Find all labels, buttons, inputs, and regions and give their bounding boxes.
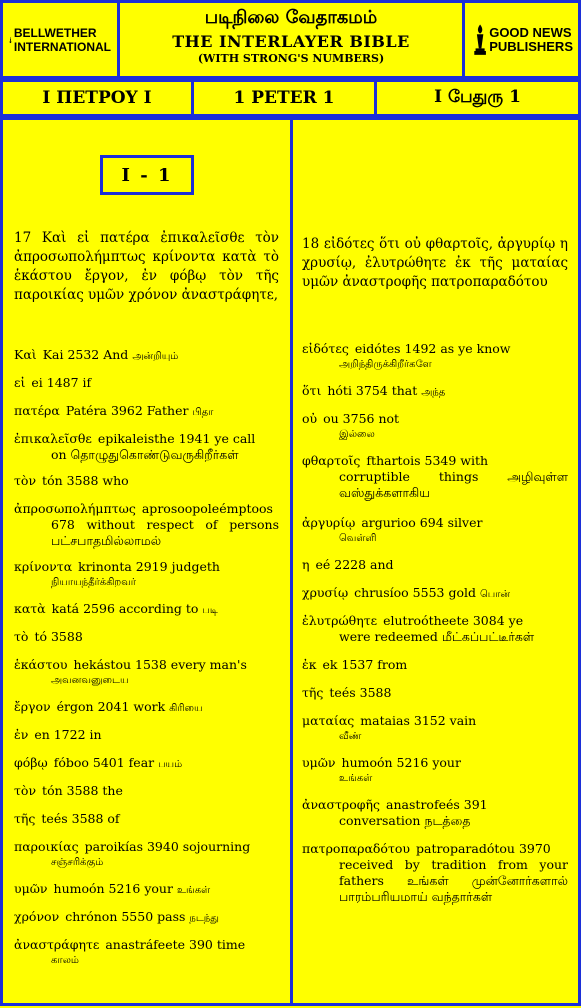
entry-tamil: பயம் <box>158 759 183 770</box>
greek-word: φόβῳ <box>14 755 48 770</box>
title-subtitle: (WITH STRONG'S NUMBERS) <box>197 52 385 65</box>
entry-gloss: Patéra 3962 Father <box>65 403 189 418</box>
entry-continuation: நியாயந்தீர்க்கிறவர் <box>51 577 136 588</box>
header-logo-left-box <box>0 0 120 79</box>
entry-gloss: érgon 2041 work <box>56 699 166 714</box>
chapter-label: I - 1 <box>100 155 194 195</box>
entry-gloss: ou 3756 not <box>323 411 400 426</box>
entry-gloss: eé 2228 and <box>315 557 394 572</box>
greek-word: ἀναστροφῆς <box>302 797 381 812</box>
word-entry <box>14 909 279 937</box>
entry-gloss: Kai 2532 And <box>42 347 129 362</box>
entry-continuation: on தொழுதுகொண்டுவருகிறீர்கள் <box>51 447 239 462</box>
entry-tamil: பிதா <box>192 407 214 418</box>
tab-tamil[interactable]: I பேதுரு 1 <box>374 79 581 117</box>
entry-continuation: were redeemed மீட்கப்பட்டீர்கள் <box>339 629 535 644</box>
greek-word: ματαίας <box>302 713 355 728</box>
greek-word: πατέρα <box>14 403 60 418</box>
entry-tamil: கிரியை <box>169 703 203 714</box>
greek-word: ἑκάστου <box>14 657 68 672</box>
greek-word: τὸν <box>14 473 37 488</box>
entry-gloss: fthartois 5349 with <box>366 453 489 468</box>
logo-left-line1: BELLWETHER <box>13 26 97 40</box>
entry-gloss: humoón 5216 your <box>341 755 461 770</box>
greek-word: ἐλυτρώθητε <box>302 613 378 628</box>
greek-word: υμῶν <box>302 755 336 770</box>
greek-word: κατὰ <box>14 601 46 616</box>
word-entry <box>302 341 568 383</box>
bellwether-logo <box>9 11 111 69</box>
greek-word: ἀπροσωπολήμπτως <box>14 501 136 516</box>
entry-continuation: வெள்ளி <box>339 533 377 544</box>
entry-gloss: ei 1487 if <box>31 375 92 390</box>
word-entry <box>14 347 279 375</box>
torch-icon <box>473 15 487 65</box>
entry-gloss: epikaleisthe 1941 ye call <box>97 431 256 446</box>
entry-gloss: aprosoopoleémptoos <box>141 501 273 516</box>
greek-word: οὐ <box>302 411 318 426</box>
entry-gloss: anastráfeete 390 time <box>105 937 246 952</box>
header-logo-right-box <box>462 0 581 79</box>
entry-tamil: உங்கள் <box>176 885 211 896</box>
entry-gloss: eidótes 1492 as ye know <box>354 341 511 356</box>
word-entry <box>14 559 279 601</box>
greek-word: υμῶν <box>14 881 48 896</box>
word-entry <box>14 727 279 755</box>
greek-word: ἐκ <box>302 657 317 672</box>
logo-right-line1: GOOD NEWS <box>489 25 572 40</box>
entry-continuation: வீண் <box>339 731 362 742</box>
word-entry <box>302 841 568 937</box>
word-entry <box>14 937 279 975</box>
entry-gloss: anastrofeés 391 <box>386 797 488 812</box>
good-news-logo <box>473 11 573 69</box>
word-entry <box>302 755 568 797</box>
entry-gloss: katá 2596 according to <box>51 601 199 616</box>
greek-word: κρίνοντα <box>14 559 73 574</box>
greek-word: εἰδότες <box>302 341 349 356</box>
entry-gloss: chrusíoo 5553 gold <box>354 585 476 600</box>
entry-gloss: argurioo 694 silver <box>361 515 483 530</box>
title-main: THE INTERLAYER BIBLE <box>172 32 410 51</box>
greek-word: ἐπικαλεῖσθε <box>14 431 92 446</box>
word-entry <box>302 557 568 585</box>
greek-word: τὸν <box>14 783 37 798</box>
entry-gloss: paroikías 3940 sojourning <box>84 839 251 854</box>
logo-left-line2: INTERNATIONAL <box>13 40 111 54</box>
word-entry <box>14 629 279 657</box>
word-entry <box>14 755 279 783</box>
word-entry <box>14 473 279 501</box>
entry-continuation: இல்லை <box>339 429 375 440</box>
entry-continuation: received by tradition from your fathers உங்கள் முன்னோர்களால் பாரம்பரியமாய் வந்தார்கள் <box>339 857 568 904</box>
entry-continuation: காலம் <box>51 955 79 966</box>
word-entry <box>14 431 279 473</box>
entry-gloss: teés 3588 <box>329 685 392 700</box>
entry-continuation: conversation நடத்தை <box>339 813 471 828</box>
word-entry <box>14 403 279 431</box>
right-word-list <box>302 341 568 937</box>
greek-word: τῆς <box>302 685 324 700</box>
header-title-box <box>117 0 465 79</box>
word-entry <box>302 453 568 515</box>
greek-word: παροικίας <box>14 839 79 854</box>
word-entry <box>302 383 568 411</box>
entry-gloss: tón 3588 who <box>42 473 129 488</box>
greek-word: ἀργυρίῳ <box>302 515 356 530</box>
greek-word: ἐν <box>14 727 29 742</box>
word-entry <box>14 839 279 881</box>
entry-continuation: அறிந்திருக்கிறீர்களே <box>339 359 432 370</box>
entry-gloss: krinonta 2919 judgeth <box>78 559 220 574</box>
entry-continuation: 678 without respect of persons பட்சபாதமில்லாமல் <box>51 517 279 548</box>
word-entry <box>14 811 279 839</box>
greek-word: πατροπαραδότου <box>302 841 410 856</box>
word-entry <box>302 685 568 713</box>
tab-english[interactable]: 1 PETER 1 <box>191 79 377 117</box>
entry-gloss: patroparadótou 3970 <box>415 841 551 856</box>
greek-word: τὸ <box>14 629 29 644</box>
entry-gloss: hekástou 1538 every man's <box>73 657 247 672</box>
title-tamil: படிநிலை வேதாகமம் <box>204 7 378 28</box>
entry-gloss: mataias 3152 vain <box>360 713 477 728</box>
entry-continuation: corruptible things அழிவுள்ள வஸ்துக்களாகிய <box>339 469 568 500</box>
greek-word: εἰ <box>14 375 26 390</box>
logo-right-line2: PUBLISHERS <box>489 39 573 54</box>
greek-word: ἀναστράφητε <box>14 937 100 952</box>
word-entry <box>302 585 568 613</box>
entry-gloss: humoón 5216 your <box>53 881 173 896</box>
right-verse-text: 18 εἰδότες ὅτι οὐ φθαρτοῖς, ἀργυρίῳ η χρυσίῳ, ἐλυτρώθητε ἐκ τῆς ματαίας υμῶν ἀναστροφῆς πατροπαραδότου <box>302 236 568 290</box>
entry-gloss: en 1722 in <box>34 727 102 742</box>
entry-continuation: சஞ்சரிக்கும் <box>51 857 104 868</box>
word-entry <box>302 797 568 841</box>
word-entry <box>14 881 279 909</box>
greek-word: ὅτι <box>302 383 322 398</box>
entry-tamil: நடந்து <box>189 913 219 924</box>
entry-gloss: hóti 3754 that <box>327 383 418 398</box>
left-verse-text: 17 Καὶ εἰ πατέρα ἐπικαλεῖσθε τὸν ἀπροσωπολήμπτως κρίνοντα κατὰ τὸ ἑκάστου ἔργον, ἐν φόβῳ τὸν τῆς παροικίας υμῶν χρόνον ἀναστράφητε, <box>14 230 279 303</box>
entry-gloss: teés 3588 of <box>41 811 120 826</box>
word-entry <box>14 699 279 727</box>
entry-gloss: tón 3588 the <box>42 783 123 798</box>
entry-gloss: fóboo 5401 fear <box>53 755 155 770</box>
greek-word: ἔργον <box>14 699 51 714</box>
word-entry <box>302 411 568 453</box>
word-entry <box>14 657 279 699</box>
entry-tamil: அன்றியும் <box>132 351 179 362</box>
greek-word: φθαρτοῖς <box>302 453 361 468</box>
entry-gloss: tó 3588 <box>34 629 83 644</box>
greek-word: χρόνον <box>14 909 60 924</box>
greek-word: Καὶ <box>14 347 37 362</box>
entry-tamil: பொன் <box>479 589 511 600</box>
word-entry <box>302 515 568 557</box>
candle-icon <box>9 15 12 65</box>
greek-word: χρυσίῳ <box>302 585 349 600</box>
entry-continuation: அவனவனுடைய <box>51 675 129 686</box>
greek-word: η <box>302 557 310 572</box>
word-entry <box>302 657 568 685</box>
word-entry <box>302 613 568 657</box>
word-entry <box>14 501 279 559</box>
entry-tamil: அந்த <box>421 387 446 398</box>
entry-gloss: ek 1537 from <box>322 657 408 672</box>
entry-gloss: chrónon 5550 pass <box>65 909 186 924</box>
word-entry <box>14 783 279 811</box>
word-entry <box>14 375 279 403</box>
entry-continuation: உங்கள் <box>339 773 373 784</box>
greek-word: τῆς <box>14 811 36 826</box>
word-entry <box>14 601 279 629</box>
tab-greek[interactable]: Ι ΠΕΤΡΟΥ Ι <box>0 79 194 117</box>
word-entry <box>302 713 568 755</box>
left-word-list <box>14 347 279 975</box>
entry-gloss: elutroótheete 3084 ye <box>383 613 524 628</box>
entry-tamil: படி <box>202 605 218 616</box>
